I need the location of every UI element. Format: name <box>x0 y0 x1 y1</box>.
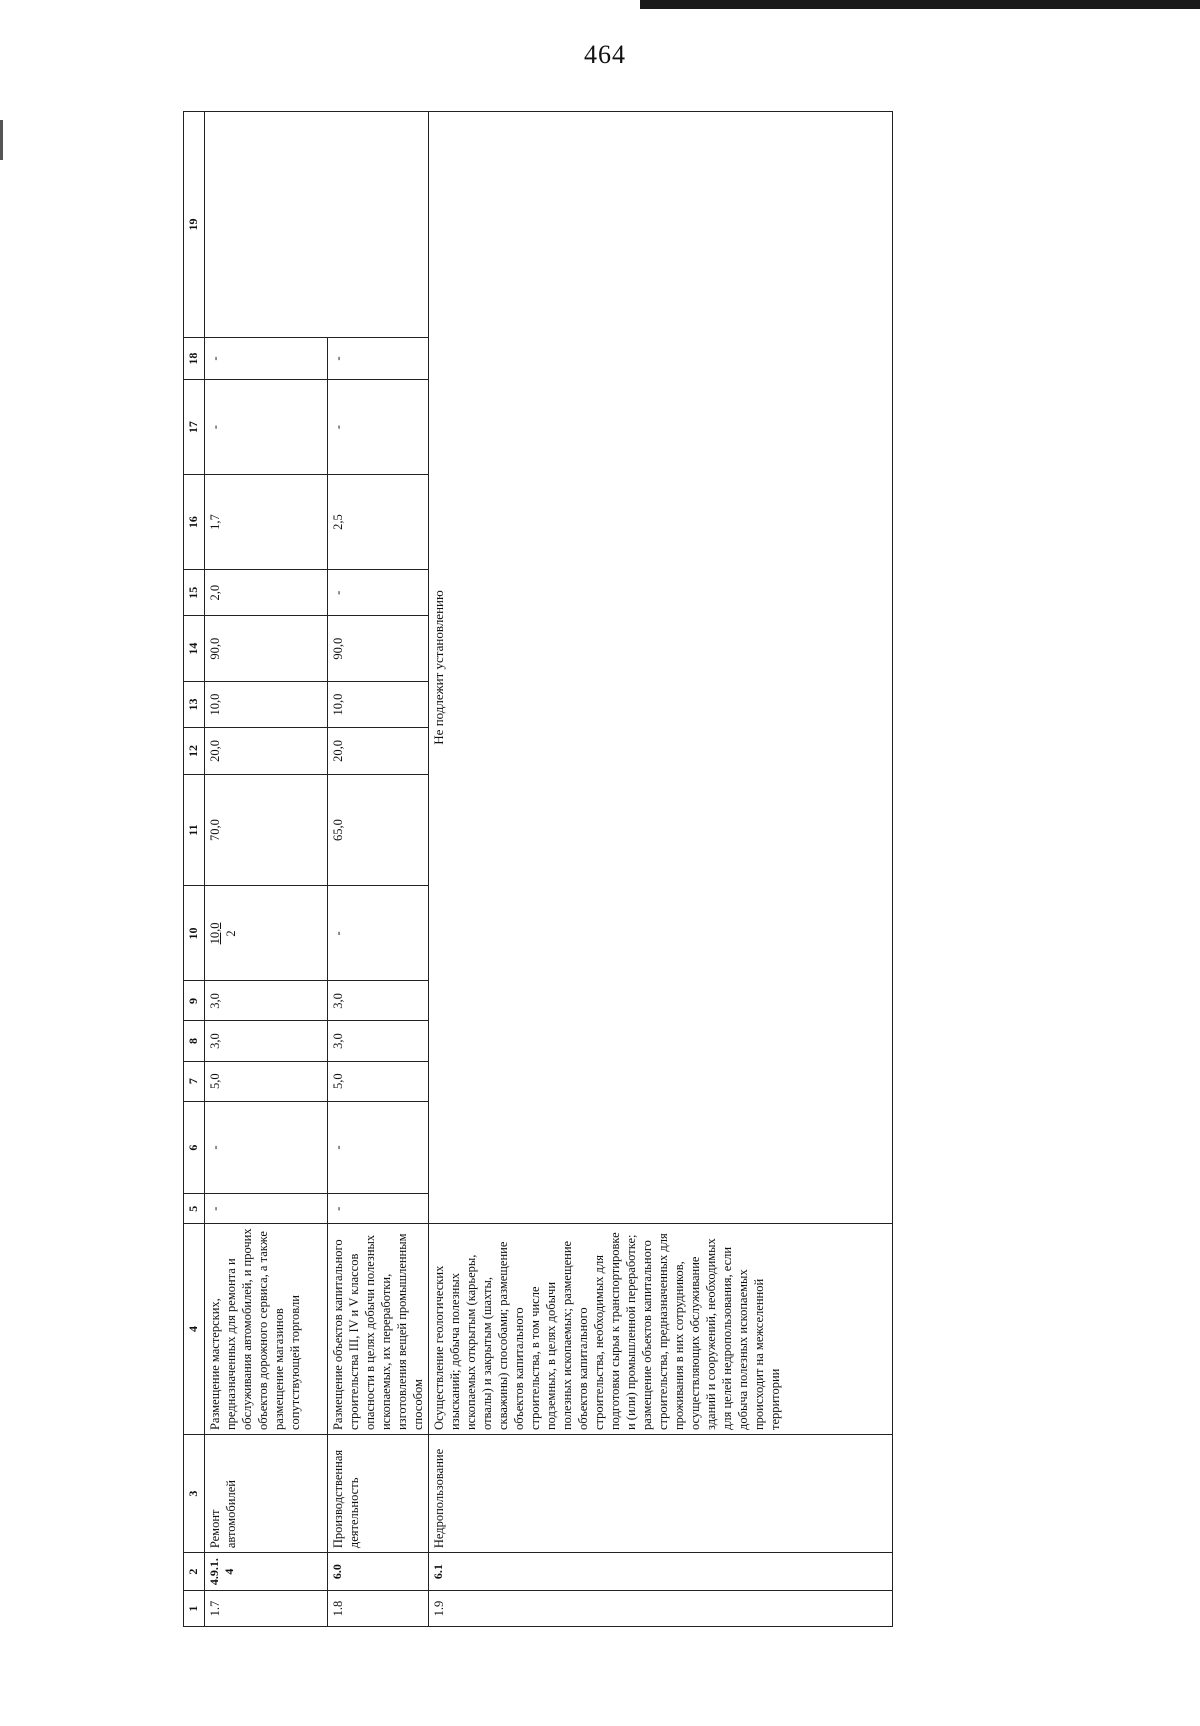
use-name: Производственная деятельность <box>328 1435 429 1553</box>
cell-14: 90,0 <box>205 616 328 681</box>
use-name: Ремонт автомобилей <box>205 1435 328 1553</box>
header-cell: 11 <box>184 774 205 886</box>
use-description: Размещение объектов капитального строительства III, IV и V классов опасности в целях добычи полезных ископаемых, их переработки, изготовления вещей промышленным способом <box>328 1224 429 1435</box>
cell-19 <box>205 112 429 338</box>
table-row <box>205 112 328 1627</box>
header-cell: 15 <box>184 570 205 616</box>
use-code: 4.9.1.4 <box>205 1553 328 1591</box>
cell-11: 65,0 <box>328 774 429 886</box>
use-name: Недропользование <box>429 1435 893 1553</box>
cell-9: 3,0 <box>205 981 328 1021</box>
header-row <box>184 112 205 1627</box>
cell-10: - <box>328 886 429 981</box>
header-cell: 10 <box>184 886 205 981</box>
row-number: 1.7 <box>205 1591 328 1627</box>
cell-17: - <box>328 380 429 475</box>
cell-15: 2,0 <box>205 570 328 616</box>
use-description: Размещение мастерских, предназначенных для ремонта и обслуживания автомобилей, и прочих объектов дорожного сервиса, а также размещение магазинов сопутствующей торговли <box>205 1224 328 1435</box>
header-cell: 9 <box>184 981 205 1021</box>
table-row <box>429 112 893 1627</box>
regulations-table <box>183 111 893 1627</box>
cell-7: 5,0 <box>205 1061 328 1101</box>
scan-edge-left <box>0 120 3 160</box>
scan-edge-top <box>640 0 1200 9</box>
fraction <box>207 923 239 945</box>
header-cell: 2 <box>184 1553 205 1591</box>
header-cell: 8 <box>184 1021 205 1061</box>
cell-5: - <box>205 1194 328 1224</box>
cell-14: 90,0 <box>328 616 429 681</box>
header-cell: 17 <box>184 380 205 475</box>
use-description: Осуществление геологических изысканий; добыча полезных ископаемых открытым (карьеры, отвалы) и закрытым (шахты, скважины) способами; размещение объектов капитального строительства, в том числе подземных, в целях добычи полезных ископаемых; размещение объектов капитального строительства, необходимых для подготовки сырья к транспортировке и (или) промышленной переработке; размещение объектов капитального строительства, предназначенных для проживания в них сотрудников, осуществляющих обслуживание зданий и сооружений, необходимых для целей недропользования, если добыча полезных ископаемых происходит на межселенной территории <box>429 1224 893 1435</box>
row-number: 1.8 <box>328 1591 429 1627</box>
cell-8: 3,0 <box>205 1021 328 1061</box>
header-cell: 16 <box>184 475 205 570</box>
header-cell: 7 <box>184 1061 205 1101</box>
row-number: 1.9 <box>429 1591 893 1627</box>
fraction-numerator: 10,0 <box>208 922 222 945</box>
cell-16: 1,7 <box>205 475 328 570</box>
header-cell: 4 <box>184 1224 205 1435</box>
header-cell: 18 <box>184 337 205 379</box>
cell-8: 3,0 <box>328 1021 429 1061</box>
header-cell: 1 <box>184 1591 205 1627</box>
cell-6: - <box>328 1101 429 1194</box>
cell-16: 2,5 <box>328 475 429 570</box>
header-cell: 13 <box>184 681 205 727</box>
header-cell: 14 <box>184 616 205 681</box>
cell-11: 70,0 <box>205 774 328 886</box>
cell-12: 20,0 <box>205 728 328 774</box>
header-cell: 3 <box>184 1435 205 1553</box>
header-cell: 12 <box>184 728 205 774</box>
cell-9: 3,0 <box>328 981 429 1021</box>
cell-17: - <box>205 380 328 475</box>
header-cell: 5 <box>184 1194 205 1224</box>
cell-5: - <box>328 1194 429 1224</box>
cell-6: - <box>205 1101 328 1194</box>
rotated-table <box>183 111 893 1627</box>
cell-13: 10,0 <box>205 681 328 727</box>
fraction-denominator: 2 <box>224 930 238 937</box>
cell-18: - <box>328 337 429 379</box>
cell-12: 20,0 <box>328 728 429 774</box>
cell-7: 5,0 <box>328 1061 429 1101</box>
cell-18: - <box>205 337 328 379</box>
cell-13: 10,0 <box>328 681 429 727</box>
use-code: 6.1 <box>429 1553 893 1591</box>
page-number: 464 <box>584 40 626 69</box>
header-cell: 19 <box>184 112 205 338</box>
cell-15: - <box>328 570 429 616</box>
table-row <box>328 112 429 1627</box>
use-code: 6.0 <box>328 1553 429 1591</box>
not-subject-note: Не подлежит установлению <box>429 112 893 1224</box>
cell-10 <box>205 886 328 981</box>
header-cell: 6 <box>184 1101 205 1194</box>
